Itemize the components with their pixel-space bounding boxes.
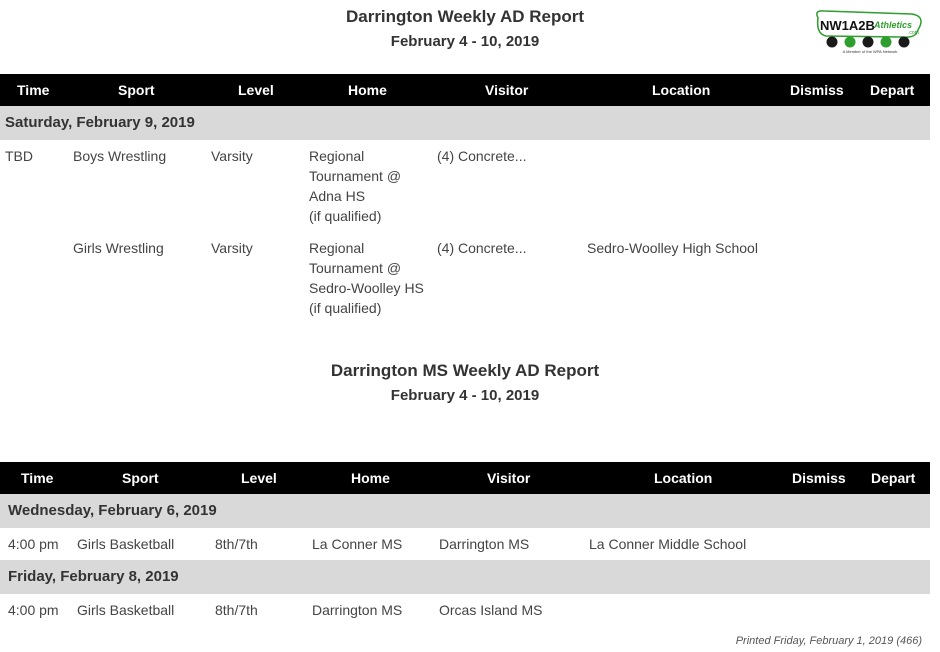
event-sport: Boys Wrestling <box>73 148 167 164</box>
logo-ball-icon <box>827 37 838 48</box>
logo-accent-text: Athletics <box>874 20 913 30</box>
col-home-header: Home <box>351 470 390 486</box>
event-home-line: Regional <box>309 240 365 256</box>
logo-suffix-text: .com <box>908 30 919 36</box>
event-level: 8th/7th <box>215 536 258 552</box>
event-time: 4:00 pm <box>8 536 59 552</box>
col-location-header: Location <box>652 82 711 98</box>
col-dismiss-header: Dismiss <box>792 470 846 486</box>
event-sport: Girls Basketball <box>77 536 175 552</box>
event-home-line: Adna HS <box>309 188 366 204</box>
event-sport: Girls Basketball <box>77 602 175 618</box>
event-level: Varsity <box>211 240 253 256</box>
logo-tagline: A Member of the WPA Network <box>842 49 898 54</box>
ms-report-title: Darrington MS Weekly AD Report <box>330 361 600 380</box>
event-home-line: Sedro-Woolley HS <box>309 280 424 296</box>
logo-main-text: NW1A2B <box>820 18 875 33</box>
col-level-header: Level <box>241 470 277 486</box>
event-home: Darrington MS <box>312 602 403 618</box>
event-home-line: (if qualified) <box>309 300 382 316</box>
nw1a2b-athletics-logo <box>812 8 926 54</box>
logo-ball-icon <box>899 37 910 48</box>
col-home-header: Home <box>348 82 387 98</box>
col-sport-header: Sport <box>118 82 155 98</box>
day-header: Friday, February 8, 2019 <box>0 560 930 594</box>
col-depart-header: Depart <box>871 470 916 486</box>
event-home-line: Regional <box>309 148 365 164</box>
printed-footer: Printed Friday, February 1, 2019 (466) <box>735 635 922 647</box>
table-row <box>0 146 930 230</box>
col-time-header: Time <box>17 82 50 98</box>
col-dismiss-header: Dismiss <box>790 82 844 98</box>
logo-ball-icon <box>845 37 856 48</box>
col-visitor-header: Visitor <box>485 82 529 98</box>
table-row <box>0 534 930 558</box>
col-depart-header: Depart <box>870 82 915 98</box>
ms-report-dates: February 4 - 10, 2019 <box>390 387 540 404</box>
event-location: La Conner Middle School <box>589 536 747 552</box>
col-location-header: Location <box>654 470 713 486</box>
event-level: 8th/7th <box>215 602 258 618</box>
event-visitor: Orcas Island MS <box>439 602 543 618</box>
event-sport: Girls Wrestling <box>73 240 164 256</box>
col-sport-header: Sport <box>122 470 159 486</box>
ms-table-header <box>0 462 930 494</box>
event-visitor: (4) Concrete... <box>437 148 527 164</box>
hs-report-dates: February 4 - 10, 2019 <box>390 33 540 50</box>
hs-table-header <box>0 74 930 106</box>
table-row <box>0 238 930 322</box>
col-time-header: Time <box>21 470 54 486</box>
col-visitor-header: Visitor <box>487 470 531 486</box>
event-visitor: Darrington MS <box>439 536 530 552</box>
event-visitor: (4) Concrete... <box>437 240 527 256</box>
event-level: Varsity <box>211 148 253 164</box>
event-home-line: Tournament @ <box>309 260 402 276</box>
logo-ball-icon <box>863 37 874 48</box>
event-home-line: Tournament @ <box>309 168 402 184</box>
event-home-line: (if qualified) <box>309 208 382 224</box>
event-time: TBD <box>5 148 33 164</box>
day-header: Wednesday, February 6, 2019 <box>0 494 930 528</box>
day-header: Saturday, February 9, 2019 <box>0 106 930 140</box>
logo-ball-icon <box>881 37 892 48</box>
event-time: 4:00 pm <box>8 602 59 618</box>
event-home: La Conner MS <box>312 536 403 552</box>
hs-report-title: Darrington Weekly AD Report <box>345 7 585 26</box>
event-location: Sedro-Woolley High School <box>587 240 758 256</box>
col-level-header: Level <box>238 82 274 98</box>
table-row <box>0 600 930 624</box>
